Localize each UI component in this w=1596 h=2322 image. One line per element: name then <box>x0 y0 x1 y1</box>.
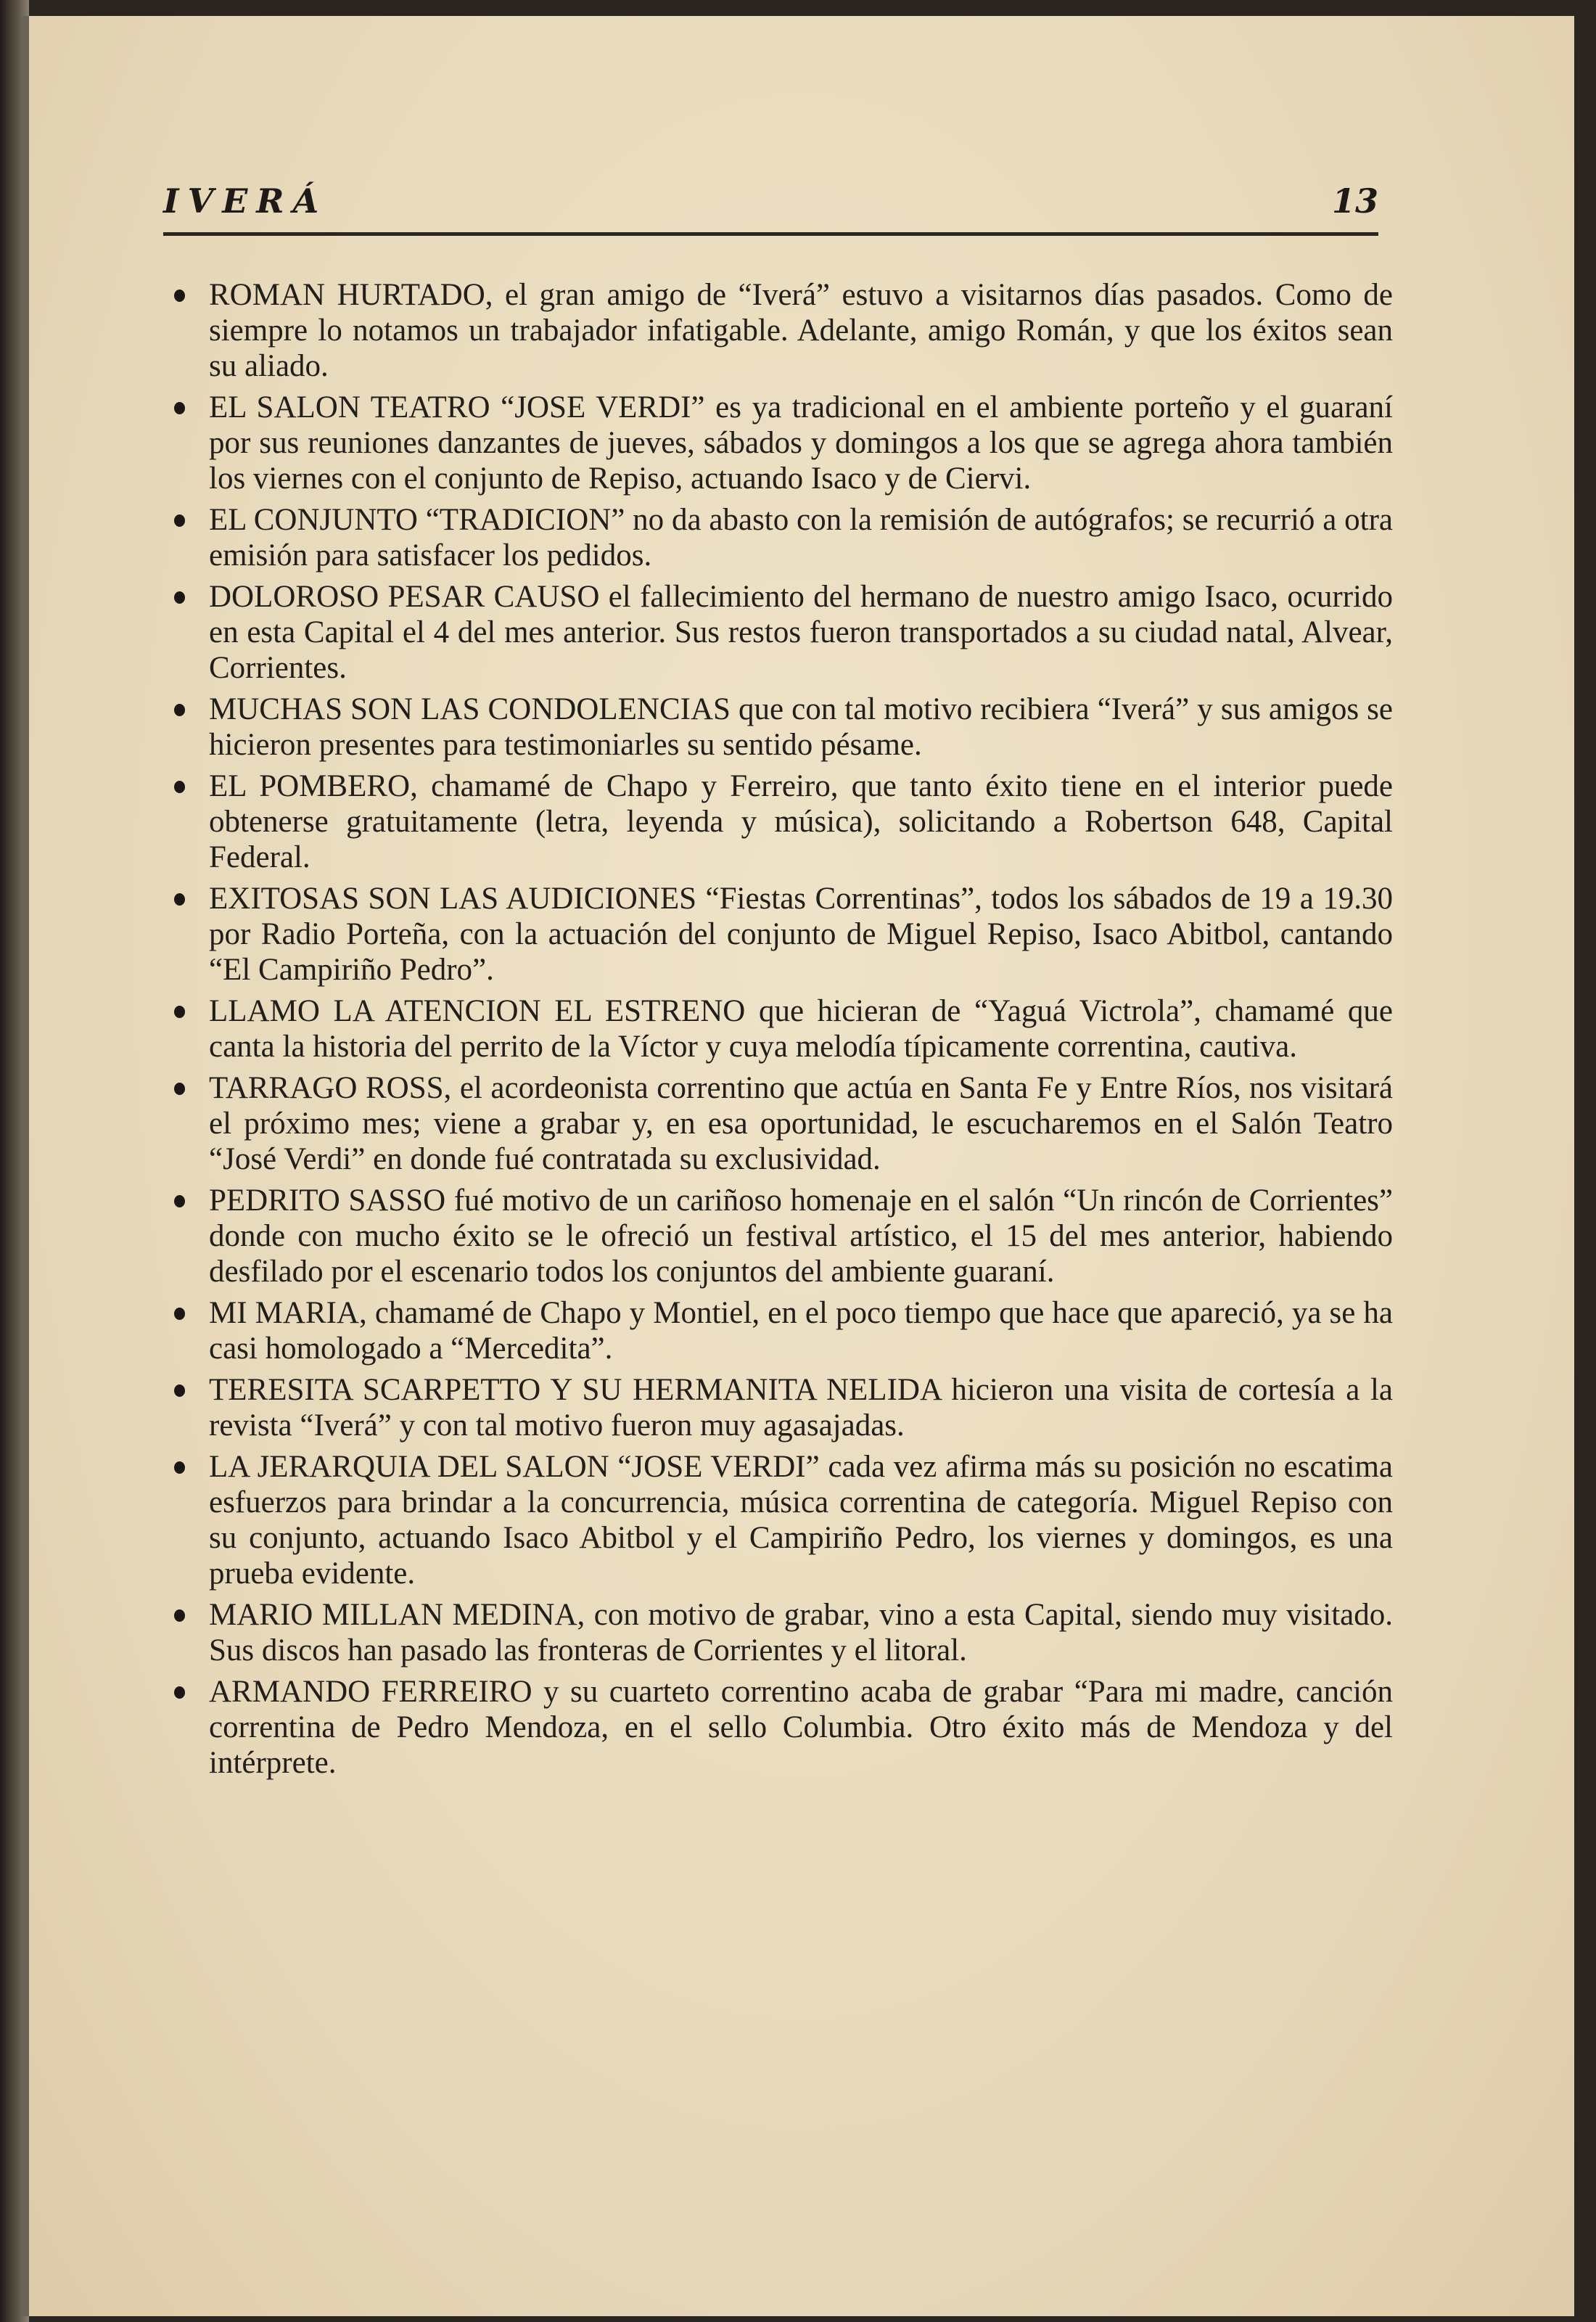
news-item <box>174 1295 1393 1366</box>
news-item-text: ROMAN HURTADO, el gran amigo de “Iverá” estuvo a visitarnos días pasados. Como de siempre lo notamos un trabajador infatigable. Adelante, amigo Román, y que los éxitos sean su aliado. <box>209 278 1393 383</box>
bullet-icon <box>174 514 185 527</box>
news-item <box>174 277 1393 384</box>
news-item <box>174 993 1393 1064</box>
page-number: 13 <box>1331 181 1378 221</box>
news-item-text: PEDRITO SASSO fué motivo de un cariñoso homenaje en el salón “Un rincón de Corrientes” donde con mucho éxito se le ofreció un festival artístico, el 15 del mes anterior, habiendo desfilado por el escenario todos los conjuntos del ambiente guaraní. <box>209 1183 1393 1289</box>
header-rule <box>163 232 1378 236</box>
news-item-text: EL CONJUNTO “TRADICION” no da abasto con la remisión de autógrafos; se recurrió a otra emisión para satisfacer los pedidos. <box>209 503 1393 573</box>
news-item <box>174 390 1393 496</box>
bullet-icon <box>174 1308 185 1320</box>
news-item <box>174 768 1393 875</box>
news-item <box>174 1597 1393 1668</box>
bullet-icon <box>174 1609 185 1622</box>
news-item <box>174 1372 1393 1443</box>
news-item <box>174 692 1393 763</box>
news-item-text: TARRAGO ROSS, el acordeonista correntino que actúa en Santa Fe y Entre Ríos, nos visitará el próximo mes; viene a grabar y, en esa oportunidad, le escucharemos en el Salón Teatro “José Verdi” en donde fué contratada su exclusividad. <box>209 1071 1393 1176</box>
bullet-icon <box>174 591 185 604</box>
bullet-icon <box>174 1083 185 1095</box>
news-item <box>174 881 1393 988</box>
bullet-icon <box>174 1195 185 1207</box>
magazine-title: IVERÁ <box>163 181 328 221</box>
news-item-text: MI MARIA, chamamé de Chapo y Montiel, en el poco tiempo que hace que apareció, ya se ha casi homologado a “Mercedita”. <box>209 1296 1393 1366</box>
news-item-text: EXITOSAS SON LAS AUDICIONES “Fiestas Correntinas”, todos los sábados de 19 a 19.30 por Radio Porteña, con la actuación del conjunto de Miguel Repiso, Isaco Abitbol, cantando “El Campiriño Pedro”. <box>209 882 1393 987</box>
news-item <box>174 579 1393 686</box>
bullet-icon <box>174 402 185 414</box>
news-item <box>174 1070 1393 1177</box>
news-item-text: LLAMO LA ATENCION EL ESTRENO que hicieran de “Yaguá Victrola”, chamamé que canta la historia del perrito de la Víctor y cuya melodía típicamente correntina, cautiva. <box>209 994 1393 1064</box>
news-item-text: EL SALON TEATRO “JOSE VERDI” es ya tradicional en el ambiente porteño y el guaraní por sus reuniones danzantes de jueves, sábados y domingos a los que se agrega ahora también los viernes con el conjunto de Repiso, actuando Isaco y de Ciervi. <box>209 390 1393 496</box>
news-item-text: MUCHAS SON LAS CONDOLENCIAS que con tal motivo recibiera “Iverá” y sus amigos se hicieron presentes para testimoniarles su sentido pésame. <box>209 692 1393 762</box>
running-header <box>163 181 1378 232</box>
news-item-text: LA JERARQUIA DEL SALON “JOSE VERDI” cada vez afirma más su posición no escatima esfuerzos para brindar a la concurrencia, música correntina de categoría. Miguel Repiso con su conjunto, actuando Isaco Abitbol y el Campiriño Pedro, los viernes y domingos, es una prueba evidente. <box>209 1450 1393 1591</box>
bullet-icon <box>174 1461 185 1474</box>
news-item <box>174 502 1393 573</box>
bullet-icon <box>174 1384 185 1397</box>
news-item-text: TERESITA SCARPETTO Y SU HERMANITA NELIDA hicieron una visita de cortesía a la revista “Iverá” y con tal motivo fueron muy agasajadas. <box>209 1373 1393 1443</box>
news-item-text: DOLOROSO PESAR CAUSO el fallecimiento del hermano de nuestro amigo Isaco, ocurrido en esta Capital el 4 del mes anterior. Sus restos fueron transportados a su ciudad natal, Alvear, Corrientes. <box>209 580 1393 685</box>
bullet-icon <box>174 704 185 716</box>
news-item-text: EL POMBERO, chamamé de Chapo y Ferreiro, que tanto éxito tiene en el interior puede obtenerse gratuitamente (letra, leyenda y música), solicitando a Robertson 648, Capital Federal. <box>209 769 1393 874</box>
news-item-text: ARMANDO FERREIRO y su cuarteto correntino acaba de grabar “Para mi madre, canción correntina de Pedro Mendoza, en el sello Columbia. Otro éxito más de Mendoza y del intérprete. <box>209 1675 1393 1780</box>
news-item <box>174 1449 1393 1591</box>
bullet-icon <box>174 290 185 302</box>
news-item <box>174 1674 1393 1781</box>
news-item <box>174 1183 1393 1289</box>
bullet-icon <box>174 781 185 793</box>
bullet-icon <box>174 1686 185 1699</box>
news-item-text: MARIO MILLAN MEDINA, con motivo de grabar, vino a esta Capital, siendo muy visitado. Sus discos han pasado las fronteras de Corrientes y el litoral. <box>209 1598 1393 1667</box>
bullet-icon <box>174 893 185 906</box>
bullet-icon <box>174 1006 185 1018</box>
news-items-list <box>174 277 1393 1786</box>
